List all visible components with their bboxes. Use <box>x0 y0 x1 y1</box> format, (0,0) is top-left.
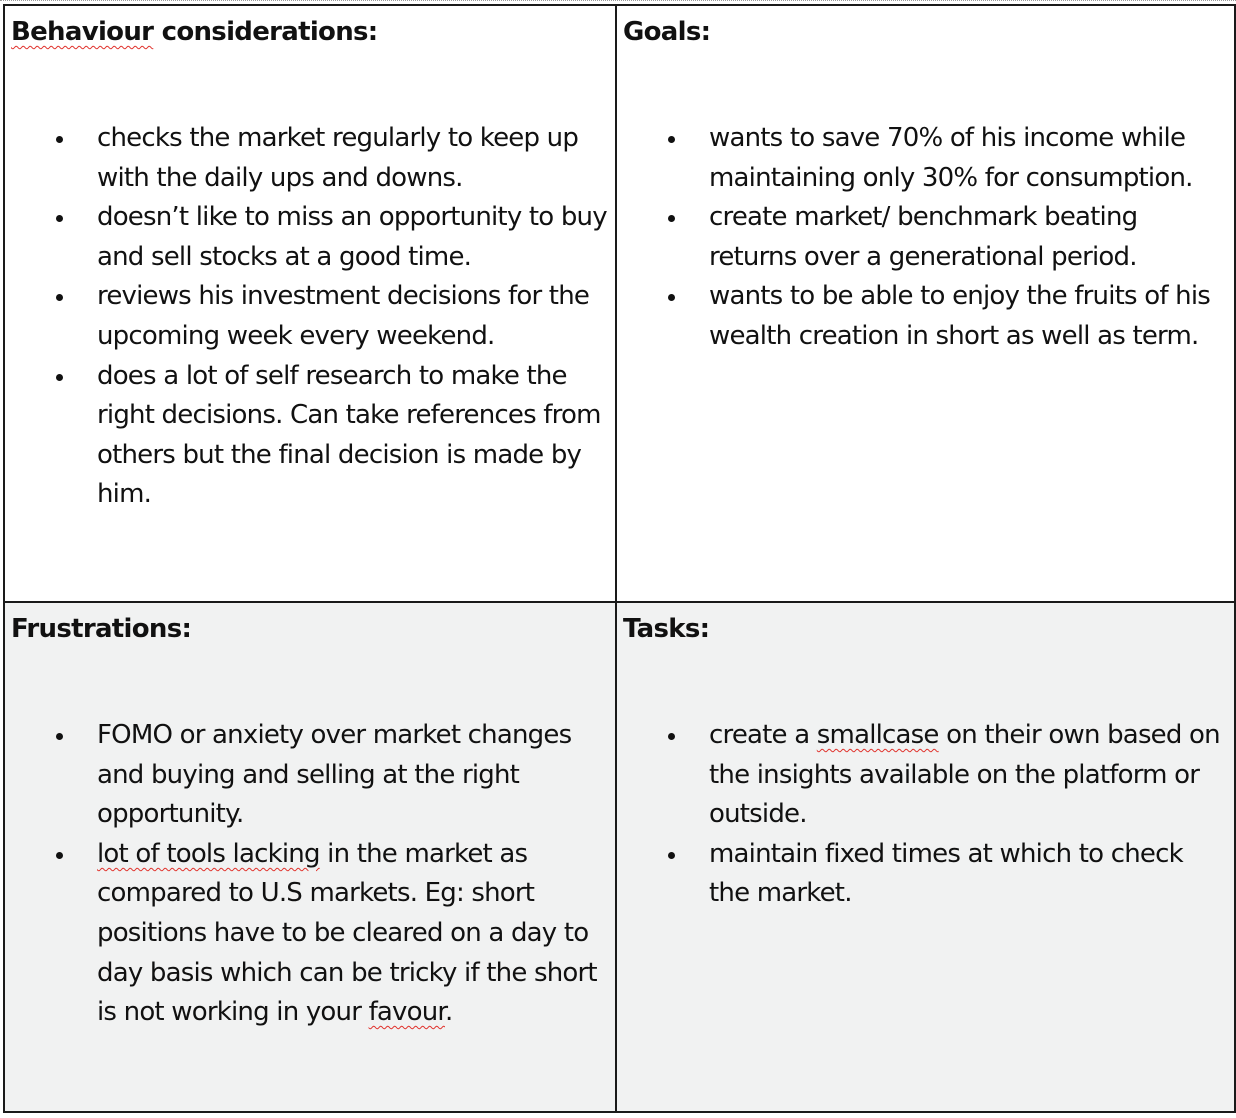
list-item <box>5 277 607 356</box>
behaviour-item-2: doesn’t like to miss an opportunity to buy and sell stocks at a good time. <box>97 202 607 272</box>
goals-list <box>617 119 1229 357</box>
list-item <box>5 198 607 277</box>
behaviour-item-1: checks the market regularly to keep up with the daily ups and downs. <box>97 123 579 193</box>
bullet-icon <box>668 136 675 143</box>
bullet-icon <box>668 215 675 222</box>
bullet-icon <box>56 374 63 381</box>
tasks-heading: Tasks: <box>623 614 710 644</box>
bullet-icon <box>668 852 675 859</box>
behaviour-heading-rest: considerations: <box>153 17 378 47</box>
tasks-item-2: maintain fixed times at which to check the market. <box>709 838 1183 909</box>
tasks-item-1 <box>709 716 1229 835</box>
goals-cell <box>616 5 1235 602</box>
table-row <box>4 602 1235 1112</box>
list-item <box>617 835 1229 914</box>
bullet-icon <box>56 136 63 143</box>
goals-item-1: wants to save 70% of his income while maintaining only 30% for consumption. <box>709 123 1193 193</box>
tasks-item-1-text-c: on their own based on the insights available on the platform or outside. <box>709 720 1220 830</box>
behaviour-item-4: does a lot of self research to make the right decisions. Can take references from others but the final decision is made by him. <box>97 360 601 510</box>
page-top-border <box>0 0 1236 1</box>
behaviour-cell <box>4 5 616 602</box>
goals-item-2: create market/ benchmark beating returns over a generational period. <box>709 202 1138 272</box>
persona-table <box>3 4 1236 1113</box>
frustrations-item-2-flagged-c: favour <box>368 997 445 1028</box>
list-item <box>617 277 1229 356</box>
list-item <box>5 835 607 1033</box>
list-item <box>617 716 1229 835</box>
tasks-cell <box>616 602 1235 1112</box>
goals-item-3: wants to be able to enjoy the fruits of his wealth creation in short as well as term. <box>709 281 1211 351</box>
frustrations-item-2-text-b: in the market as compared to U.S markets. Eg: short positions have to be cleared on a day to day basis which can be tricky if the short is not working in your <box>97 838 597 1028</box>
behaviour-heading <box>11 15 378 49</box>
list-item <box>5 357 607 515</box>
tasks-list <box>617 716 1229 914</box>
frustrations-heading: Frustrations: <box>11 614 192 644</box>
list-item <box>5 716 607 835</box>
list-item <box>617 119 1229 198</box>
tasks-item-1-text-a: create a <box>709 720 817 750</box>
bullet-icon <box>668 733 675 740</box>
frustrations-item-2-text-d: . <box>444 997 453 1028</box>
behaviour-list <box>5 119 607 515</box>
frustrations-cell <box>4 602 616 1112</box>
goals-heading: Goals: <box>623 17 711 47</box>
frustrations-item-1: FOMO or anxiety over market changes and buying and selling at the right opportunity. <box>97 720 572 830</box>
bullet-icon <box>56 852 63 859</box>
frustrations-item-2-flagged-a: lot of tools lacking <box>97 838 320 869</box>
list-item <box>617 198 1229 277</box>
bullet-icon <box>56 733 63 740</box>
behaviour-item-3: reviews his investment decisions for the upcoming week every weekend. <box>97 281 590 351</box>
bullet-icon <box>56 215 63 222</box>
list-item <box>5 119 607 198</box>
frustrations-list <box>5 716 607 1033</box>
tasks-item-1-flagged-b: smallcase <box>816 720 939 750</box>
bullet-icon <box>56 294 63 301</box>
table-row <box>4 5 1235 602</box>
bullet-icon <box>668 294 675 301</box>
frustrations-item-2 <box>97 835 607 1033</box>
behaviour-heading-word: Behaviour <box>11 17 154 47</box>
